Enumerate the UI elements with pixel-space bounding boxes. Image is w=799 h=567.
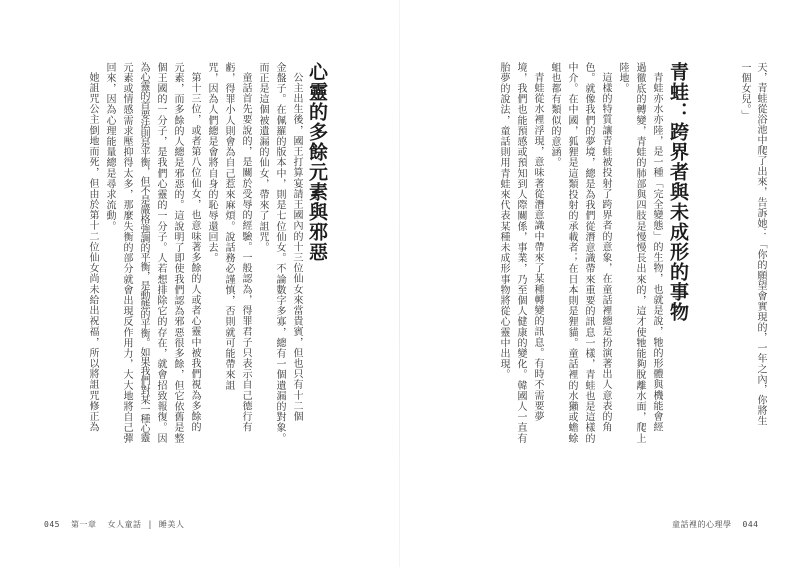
page-footer	[44, 519, 184, 530]
text-column: 中介。在中國，狐狸是這類投射的承載者；在日本則是狸貓。童話裡的水獺或蟾蜍	[566, 62, 577, 444]
text-column: 虧，得罪小人則會為自己惹來麻煩。說話務必謹慎，否則就可能帶來詛	[223, 62, 234, 391]
text-column: 金盤子。在佩羅的版本中，則是七位仙女。不論數字多寡，總有一個遺漏的對象。	[274, 62, 285, 444]
text-column: 元素，而多餘的人總是邪惡的。這說明了即使我們認為邪惡很多餘，但它依舊是整	[172, 62, 183, 444]
section-heading: 青蛙：跨界者與未成形的事物	[667, 62, 689, 322]
text-column: 一個女兒。」	[739, 62, 750, 121]
chapter-label: 第一章	[71, 520, 97, 529]
text-column: 為心靈的首要法則是平衡，但不是嚴格強調的平衡，是動態的平衡。如果我們對某一種心靈	[138, 62, 149, 442]
text-column: 青蛙從水裡浮現，意味著從潛意識中帶來了某種轉變的訊息。有時不需要夢	[532, 72, 543, 422]
text-column: 胎夢的說法，童話則用青蛙來代表某種未成形事物將從心靈中出現。	[498, 62, 509, 380]
text-column: 而正是這個被遺漏的仙女，帶來了詛咒。	[257, 62, 268, 253]
footer-divider: |	[148, 520, 152, 529]
text-column: 青蛙亦水亦陸，是一種「完全變態」的生物，也就是說，牠的形體與機能會經	[651, 72, 662, 433]
text-column: 回來，因為心理能量總是尋求流動。	[104, 62, 115, 232]
text-column: 這樣的特質讓青蛙被投射了跨界者的意象，在童話裡總是扮演著出人意表的角	[600, 72, 611, 433]
right-page	[400, 0, 799, 567]
text-column: 境，我們也能預感或預知到人際關係，事業，乃至個人健康的變化。韓國人一直有	[515, 62, 526, 444]
text-column: 色。就像我們的夢境，總是為我們從潛意識帶來重要的訊息一樣，青蛙也是這樣的	[583, 62, 594, 444]
page-footer	[672, 519, 759, 530]
text-column: 過徹底的轉變，青蛙的肺部與四肢是慢慢長出來的，這才使牠能夠脫離水面，爬上	[634, 62, 645, 444]
section-label: 女人童話	[107, 520, 142, 529]
text-column: 第十三位，或者第八位仙女，也意味著多餘的人或者心靈中被我們視為多餘的	[189, 72, 200, 433]
running-title: 童話裡的心理學	[672, 520, 732, 529]
text-column: 咒，因為人們總是會將自身的恥辱還回去。	[206, 62, 217, 264]
text-column: 她詛咒公主倒地而死，但由於第十二位仙女尚未給出祝福，所以將詛咒修正為	[87, 72, 98, 433]
page-number: 044	[742, 520, 759, 529]
left-page	[0, 0, 399, 567]
text-column: 童話首先要說的，是關於受辱的經驗。一般認為，得罪君子只表示自己德行有	[240, 72, 251, 433]
page-number: 045	[44, 520, 60, 529]
text-column: 公主出生後，國王打算宴請王國內的十三位仙女來當貴賓，但也只有十二個	[291, 72, 302, 422]
text-column: 元素或情感需求壓抑得太多，那麼失衡的部分就會出現反作用力，大大地將自己彈	[121, 62, 132, 444]
text-column: 蛆也都有類似的意涵。	[549, 62, 560, 168]
text-column: 天，青蛙從浴池中爬了出來，告訴她：「你的願望會實現的，一年之內，你將生	[755, 62, 766, 426]
running-title: 睡美人	[158, 520, 185, 529]
section-heading: 心靈的多餘元素與邪惡	[306, 62, 328, 262]
text-column: 個王國的一分子，是我們心靈的一分子。人若想排除它的存在，就會招致報復。因	[155, 62, 166, 444]
text-column: 陸地。	[617, 62, 628, 94]
